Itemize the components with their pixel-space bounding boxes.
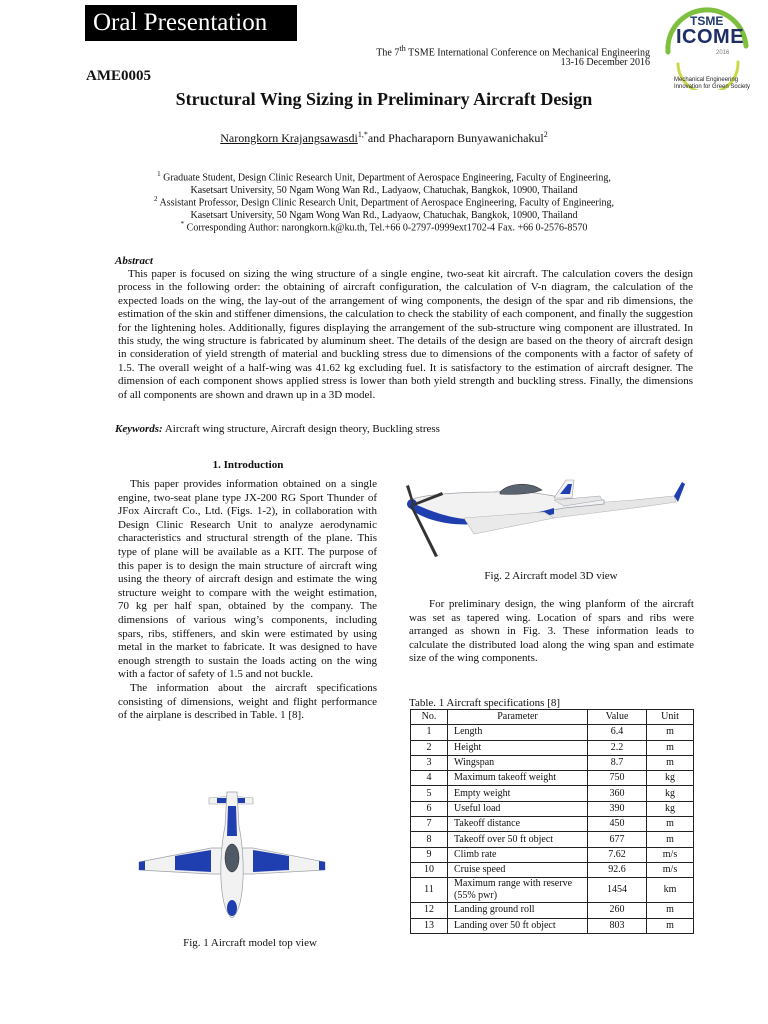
figure-1-caption: Fig. 1 Aircraft model top view — [183, 937, 317, 949]
table-row — [411, 786, 694, 801]
cell-parameter: Wingspan — [448, 755, 588, 770]
col-header-parameter: Parameter — [448, 710, 588, 725]
cell-parameter: Empty weight — [448, 786, 588, 801]
introduction-body — [118, 478, 377, 723]
table-row — [411, 801, 694, 816]
col-header-unit: Unit — [647, 710, 694, 725]
author-1-sup: 1,* — [357, 130, 368, 139]
cell-no: 2 — [411, 740, 448, 755]
cell-unit: m — [647, 740, 694, 755]
cell-no: 4 — [411, 771, 448, 786]
table-row — [411, 862, 694, 877]
section-heading-introduction: 1. Introduction — [212, 459, 284, 471]
aircraft-top-view-figure — [135, 786, 330, 920]
table-row — [411, 771, 694, 786]
table-row — [411, 847, 694, 862]
corresponding-author: * Corresponding Author: narongkorn.k@ku.th, Tel.+66 0-2797-0999ext1702-4 Fax. +66 0-2576-8570 — [180, 220, 588, 234]
cell-no: 3 — [411, 755, 448, 770]
author-2-sup: 2 — [543, 130, 548, 139]
cell-parameter: Height — [448, 740, 588, 755]
author-1-link[interactable]: Narongkorn Krajangsawasdi — [220, 131, 358, 145]
logo-tagline-1: Mechanical Engineering — [674, 77, 739, 83]
cell-unit: km — [647, 878, 694, 903]
table-1-caption: Table. 1 Aircraft specifications [8] — [409, 697, 561, 709]
cell-value: 450 — [588, 817, 647, 832]
cell-value: 360 — [588, 786, 647, 801]
author-line — [0, 130, 768, 146]
cell-unit: kg — [647, 771, 694, 786]
cell-parameter: Landing over 50 ft object — [448, 918, 588, 933]
table-row — [411, 878, 694, 903]
cell-parameter: Maximum range with reserve (55% pwr) — [448, 878, 588, 903]
cell-no: 6 — [411, 801, 448, 816]
cell-parameter: Maximum takeoff weight — [448, 771, 588, 786]
table-row — [411, 832, 694, 847]
abstract-body: This paper is focused on sizing the wing structure of a single engine, two-seat kit aircraft. The calculation covers the design process in the following order: the obtaining of aircraft configuration, the calculation of V-n diagram, the calculation of the expected loads on the wing, the lay-out of the arrangement of wing components, the design of the spar and rib dimensions, the estimation of the skin and stiffener dimensions, the calculation to check the stability of each component, and finally the suggestion for the lightening holes. Additionally, figures displaying the arrangement of the sub-structure wing component are illustrated. In this study, the wing structure is fabricated by aluminum sheet. The details of the design are based on the theory of aircraft design in consideration of yield strength of material and buckling stress due to dimensions of the components with a factor of safety of 1.5. The overall weight of a half-wing was 41.62 kg excluding fuel. It is satisfactory to the estimation of aircraft designer. The dimension of each component shows applied stress is lower than both yield strength and buckling stress. Finally, the dimensions of all components are shown and drawn up in a 3D model. — [118, 268, 694, 401]
author-2: and Phacharaporn Bunyawanichakul — [367, 131, 544, 145]
cell-no: 13 — [411, 918, 448, 933]
cell-value: 2.2 — [588, 740, 647, 755]
conference-name: The 7th TSME International Conference on Mechanical Engineering — [376, 44, 650, 59]
cell-unit: m — [647, 832, 694, 847]
cell-unit: kg — [647, 786, 694, 801]
table-row — [411, 725, 694, 740]
paper-title: Structural Wing Sizing in Preliminary Aircraft Design — [175, 89, 593, 109]
cell-value: 750 — [588, 771, 647, 786]
aircraft-3d-view-figure — [404, 478, 694, 560]
abstract-heading: Abstract — [115, 255, 153, 267]
col-header-value: Value — [588, 710, 647, 725]
cell-unit: m — [647, 903, 694, 918]
logo-tagline-2: Innovation for Green Society — [674, 84, 751, 90]
wing-planform-paragraph: For preliminary design, the wing planform of the aircraft was set as tapered wing. Location of spars and ribs were arranged as shown in Fig. 3. These information leads to calculate the distributed load along the wing span and estimate size of the wing components. — [409, 598, 694, 665]
cell-parameter: Useful load — [448, 801, 588, 816]
cell-value: 92.6 — [588, 862, 647, 877]
cell-value: 6.4 — [588, 725, 647, 740]
cell-parameter: Takeoff over 50 ft object — [448, 832, 588, 847]
cell-parameter: Takeoff distance — [448, 817, 588, 832]
cell-value: 1454 — [588, 878, 647, 903]
table-row — [411, 740, 694, 755]
table-header-row — [411, 710, 694, 725]
conference-dates: 13-16 December 2016 — [560, 57, 650, 68]
cell-parameter: Climb rate — [448, 847, 588, 862]
cell-unit: m/s — [647, 862, 694, 877]
cell-value: 7.62 — [588, 847, 647, 862]
intro-paragraph-2: The information about the aircraft specifications consisting of dimensions, weight and flight performance of the airplane is described in Table. 1 [8]. — [118, 681, 377, 722]
cell-unit: m — [647, 918, 694, 933]
keywords-label: Keywords: — [115, 423, 163, 435]
cell-unit: kg — [647, 801, 694, 816]
cell-unit: m — [647, 725, 694, 740]
cell-parameter: Cruise speed — [448, 862, 588, 877]
presentation-type-badge: Oral Presentation — [85, 5, 297, 41]
cell-no: 11 — [411, 878, 448, 903]
cell-unit: m/s — [647, 847, 694, 862]
keywords-text: Aircraft wing structure, Aircraft design theory, Buckling stress — [162, 423, 440, 435]
affiliation-2: $^2$ Assistant Professor, Design Clinic Research Unit, Department of Aerospace Engineering, Faculty of Engineering, Kasetsart University, 50 Ngam Wong Wan Rd., Ladyaow, Chatuchak, Bangkok, 10900, Thailand — [154, 195, 614, 221]
cell-parameter: Landing ground roll — [448, 903, 588, 918]
icome-logo — [654, 6, 758, 90]
cell-value: 260 — [588, 903, 647, 918]
paper-code: AME0005 — [86, 68, 151, 84]
col-header-no: No. — [411, 710, 448, 725]
table-row — [411, 903, 694, 918]
table-row — [411, 755, 694, 770]
cell-no: 7 — [411, 817, 448, 832]
cell-no: 10 — [411, 862, 448, 877]
table-row — [411, 918, 694, 933]
intro-paragraph-1: This paper provides information obtained on a single engine, two-seat plane type JX-200 RG Sport Thunder of JFox Aircraft Co., Ltd. (Figs. 1-2), in collaboration with Design Clinic Research Unit to analyze aerodynamic characteristics and structural strength of the plane. This type of plane will be available as a KIT. The purpose of this paper is to design the main structure of aircraft wing using the theory of aircraft design and estimate the wing structure weight to compare with the weight estimation, 70 kg per half span, obtained by the company. The dimensions of various wing’s components, including spars, ribs, stiffeners, and skin were estimated by using metal in the market to fabricate. It was designed to have enough strength to sustain the loads acting on the wing with a factor of safety of 1.5 and not buckle. — [118, 478, 377, 681]
cell-value: 803 — [588, 918, 647, 933]
aircraft-specifications-table — [410, 709, 694, 934]
logo-main-text: ICOME — [676, 26, 745, 48]
cell-unit: m — [647, 817, 694, 832]
logo-year: 2016 — [716, 50, 730, 56]
cell-value: 8.7 — [588, 755, 647, 770]
cell-no: 12 — [411, 903, 448, 918]
cell-no: 1 — [411, 725, 448, 740]
cell-no: 8 — [411, 832, 448, 847]
table-row — [411, 817, 694, 832]
logo-top-text: TSME — [690, 14, 724, 28]
figure-2-caption: Fig. 2 Aircraft model 3D view — [484, 570, 618, 582]
cell-unit: m — [647, 755, 694, 770]
keywords-line — [115, 423, 440, 435]
cell-no: 5 — [411, 786, 448, 801]
affiliation-1: $^1$ Graduate Student, Design Clinic Research Unit, Department of Aerospace Engineering, Faculty of Engineering, Kasetsart University, 50 Ngam Wong Wan Rd., Ladyaow, Chatuchak, Bangkok, 10900, Thailand — [157, 170, 611, 196]
cell-value: 390 — [588, 801, 647, 816]
cell-value: 677 — [588, 832, 647, 847]
cell-no: 9 — [411, 847, 448, 862]
cell-parameter: Length — [448, 725, 588, 740]
